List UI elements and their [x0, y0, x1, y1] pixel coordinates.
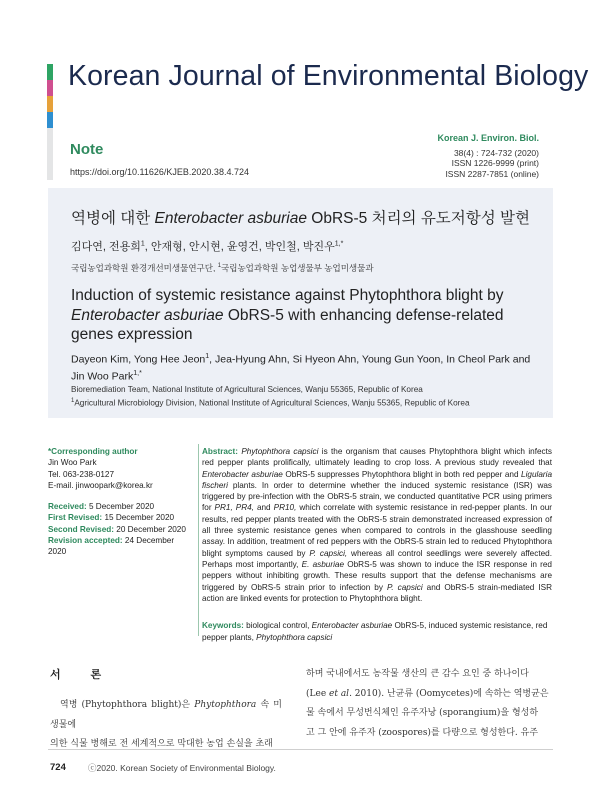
journal-abbreviation: Korean J. Environ. Biol. — [437, 133, 539, 143]
accepted-date: Revision accepted: 24 December 2020 — [48, 536, 175, 557]
korean-authors: 김다연, 전용희$^1$, 안재형, 안시현, 윤영건, 박인철, 박진우$^{1,*}$ — [71, 240, 344, 253]
green-bar — [47, 64, 53, 80]
body-right-column: 하며 국내에서도 농작물 생산의 큰 감수 요인 중 하나이다 (Lee et al. 2010). 난균류 (Oomycetes)에 속하는 역병균은 물 속에서 무성번식체인 유주자낭 (sporangium)을 형성하 고 그 안에 유주자 (zoospores)를 다량으로 형성한다. 유주 — [306, 669, 549, 738]
english-title: Induction of systemic resistance against Phytophthora blight by Enterobacter asburiae ObRS-5 with enhancing defense-related genes expression — [71, 287, 504, 343]
corresponding-author-email[interactable]: E-mail. jinwoopark@korea.kr — [48, 480, 153, 490]
magenta-bar — [47, 80, 53, 96]
article-type-label: Note — [70, 141, 104, 158]
blue-bar — [47, 112, 53, 128]
received-date: Received: 5 December 2020 — [48, 502, 155, 512]
orange-bar — [47, 96, 53, 112]
section-heading: 서 론 — [50, 668, 115, 681]
page-number: 724 — [50, 762, 66, 773]
korean-title: 역병에 대한 Enterobacter asburiae ObRS-5 처리의 유도저항성 발현 — [71, 210, 530, 227]
korean-affiliation: 국립농업과학원 환경개선미생물연구단, $^1$국립농업과학원 농업생물부 농업미생물과 — [71, 263, 374, 273]
citation-block — [437, 133, 539, 180]
corresponding-author-tel: Tel. 063-238-0127 — [48, 469, 115, 479]
article-info-sidebar — [48, 446, 193, 558]
corresponding-author-name: Jin Woo Park — [48, 458, 97, 468]
abstract: Abstract: Phytophthora capsici is the organism that causes Phytophthora blight which infects red pepper plants prolifically, ultimately leading to crop loss. A previous study revealed that Enterobacter asburiae ObRS-5 suppresses Phytophthora blight in both red pepper and Ligularia fischeri plants. In order to determine whether the induced systemic resistance (ISR) was triggered by pre-infection with the ObRS-5 strain, we conducted quantitative PCR using primers for PR1, PR4, and PR10, which correlate with systemic resistance in red-pepper plants. In our results, red pepper plants treated with the ObRS-5 strain demonstrated increased expression of all three systemic resistance genes when compared to controls in the glasshouse seedling assay. In addition, treatment of red peppers with the ObRS-5 strain led to reduced Phytophthora blight symptoms caused by P. capsici, whereas all control seedlings were severely affected. Perhaps most importantly, E. asburiae ObRS-5 was shown to induce the ISR response in red peppers without inhibiting growth. These results support that the defense mechanisms are triggered by ObRS-5 strain prior to infection by P. capsici and ObRS-5 strain-mediated ISR action are linked events for protection to Phytophthora blight. — [202, 447, 553, 603]
journal-title: Korean Journal of Environmental Biology — [68, 60, 589, 92]
second-revised-date: Second Revised: 20 December 2020 — [48, 524, 186, 534]
issn-print: ISSN 1226-9999 (print) — [451, 158, 539, 169]
journal-color-bars — [47, 64, 53, 128]
article-dates — [48, 501, 193, 557]
issn-online: ISSN 2287-7851 (online) — [445, 169, 539, 180]
english-authors: Dayeon Kim, Yong Hee Jeon$^1$, Jea-Hyung Ahn, Si Hyeon Ahn, Young Gun Yoon, In Cheol Park and Jin Woo Park$^{1,*}$ — [71, 353, 531, 382]
volume-info: 38(4) : 724-732 (2020) — [453, 147, 539, 158]
footer-divider — [48, 749, 553, 750]
english-affiliation: Bioremediation Team, National Institute of Agricultural Sciences, Wanju 55365, Republic of Korea $^1$Agricultural Microbiology Division, National Institute of Agricultural Sciences, Wanju 55365, Republic of Korea — [71, 385, 470, 408]
keywords: Keywords: biological control, Enterobacter asburiae ObRS-5, induced systemic resistance, red pepper plants, Phytophthora capsici — [202, 621, 548, 642]
grey-bar — [47, 128, 53, 180]
divider-line — [198, 444, 199, 636]
copyright-notice: ⓒ2020. Korean Society of Environmental Biology. — [88, 763, 276, 773]
doi-link[interactable]: https://doi.org/10.11626/KJEB.2020.38.4.724 — [70, 167, 249, 177]
corresponding-author-label: *Corresponding author — [48, 447, 138, 456]
first-revised-date: First Revised: 15 December 2020 — [48, 513, 175, 523]
body-left-column: 역병 (Phytophthora blight)은 Phytophthora 속 미생물에 의한 식물 병해로 전 세계적으로 막대한 농업 손실을 초래 — [50, 700, 282, 749]
